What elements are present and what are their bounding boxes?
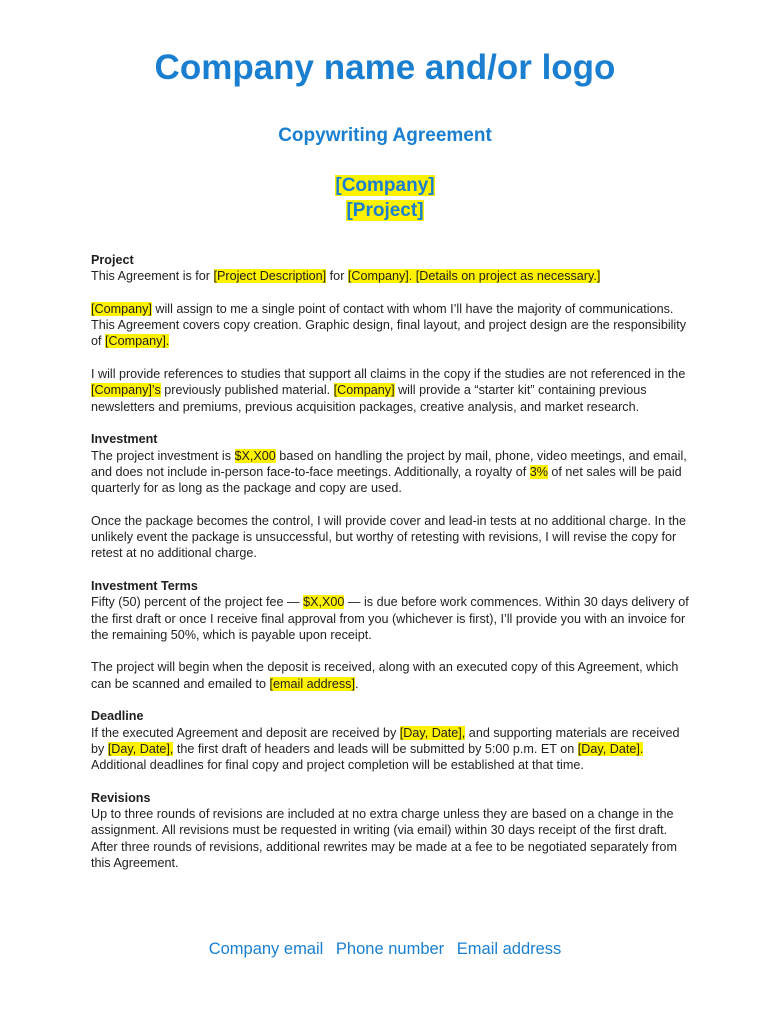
highlight-placeholder: [Company]. — [105, 334, 170, 349]
footer-phone-number: Phone number — [335, 940, 445, 958]
investment-paragraph-2: Once the package becomes the control, I will provide cover and lead-in tests at no additional charge. In the unlikely event the package is unsuccessful, but worthy of retesting with revisions, I will revise the copy for retest at no additional charge. — [91, 513, 687, 561]
footer-email-address: Email address — [456, 940, 562, 958]
highlight-placeholder: [Company] — [333, 383, 395, 398]
separator-glyph — [328, 943, 336, 958]
company-placeholder: [Company] — [335, 175, 435, 196]
highlight-placeholder: $X,X00 — [234, 448, 276, 463]
company-name: Company name and/or logo — [154, 48, 616, 87]
section-heading-investment: Investment — [91, 432, 158, 447]
section-heading-project: Project — [91, 253, 134, 267]
highlight-placeholder: 3% — [529, 464, 548, 479]
project-paragraph-1: This Agreement is for [Project Description] for [Company]. [Details on project as necessary.] — [91, 269, 601, 284]
deadline-paragraph-1: If the executed Agreement and deposit are received by [Day, Date], and supporting materials are received by [Day, Date], the first draft of headers and leads will be submitted by 5:00 p.m. ET on [Day, Date]. Additional deadlines for final copy and project completion will be established at that time. — [91, 725, 680, 773]
document-title: Copywriting Agreement — [278, 125, 492, 146]
section-heading-investment-terms: Investment Terms — [91, 578, 198, 593]
highlight-placeholder: $X,X00 — [303, 595, 345, 610]
highlight-placeholder: [email address] — [269, 676, 355, 691]
agreement-body — [91, 252, 691, 888]
highlight-placeholder: [Day, Date], — [399, 725, 466, 740]
placeholder-block — [0, 173, 770, 223]
separator-glyph — [449, 943, 457, 958]
highlight-placeholder: [Day, Date]. — [577, 741, 644, 756]
footer-company-email: Company email — [208, 940, 324, 958]
highlight-placeholder: [Company]. [Details on project as necessary.] — [347, 269, 601, 284]
highlight-placeholder: [Company]’s — [91, 383, 161, 398]
project-paragraph-2: [Company] will assign to me a single point of contact with whom I’ll have the majority of communications. This Agreement covers copy creation. Graphic design, final layout, and project design are the responsibility of [Company]. — [91, 301, 687, 349]
investment-paragraph-1: The project investment is $X,X00 based on handling the project by mail, phone, video meetings, and email, and does not include in-person face-to-face meetings. Additionally, a royalty of 3% of net sales will be paid quarterly for as long as the package and copy are used. — [91, 448, 687, 496]
project-paragraph-3: I will provide references to studies that support all claims in the copy if the studies are not referenced in the [Company]’s previously published material. [Company] will provide a “starter kit” containing previous newsletters and premiums, previous acquisition packages, creative analysis, and market research. — [91, 367, 686, 414]
investment-terms-paragraph-1: Fifty (50) percent of the project fee — $X,X00 — is due before work commences. Within 30 days delivery of the first draft or once I receive final approval from you (whichever is first), I’ll provide you with an invoice for the remaining 50%, which is payable upon receipt. — [91, 595, 689, 642]
highlight-placeholder: [Day, Date], — [107, 741, 174, 756]
section-heading-revisions: Revisions — [91, 790, 151, 805]
section-heading-deadline: Deadline — [91, 709, 144, 724]
revisions-paragraph-1: Up to three rounds of revisions are included at no extra charge unless they are based on a change in the assignment. All revisions must be requested in writing (via email) within 30 days receipt of the first draft. After three rounds of revisions, additional rewrites may be made at a fee to be negotiated separately from this Agreement. — [91, 807, 677, 870]
project-placeholder: [Project] — [346, 200, 424, 221]
highlight-placeholder: [Project Description] — [213, 269, 327, 284]
investment-terms-paragraph-2: The project will begin when the deposit is received, along with an executed copy of this Agreement, which can be scanned and emailed to [email address]. — [91, 660, 679, 691]
footer-contact — [0, 940, 770, 959]
highlight-placeholder: [Company] — [91, 301, 152, 316]
